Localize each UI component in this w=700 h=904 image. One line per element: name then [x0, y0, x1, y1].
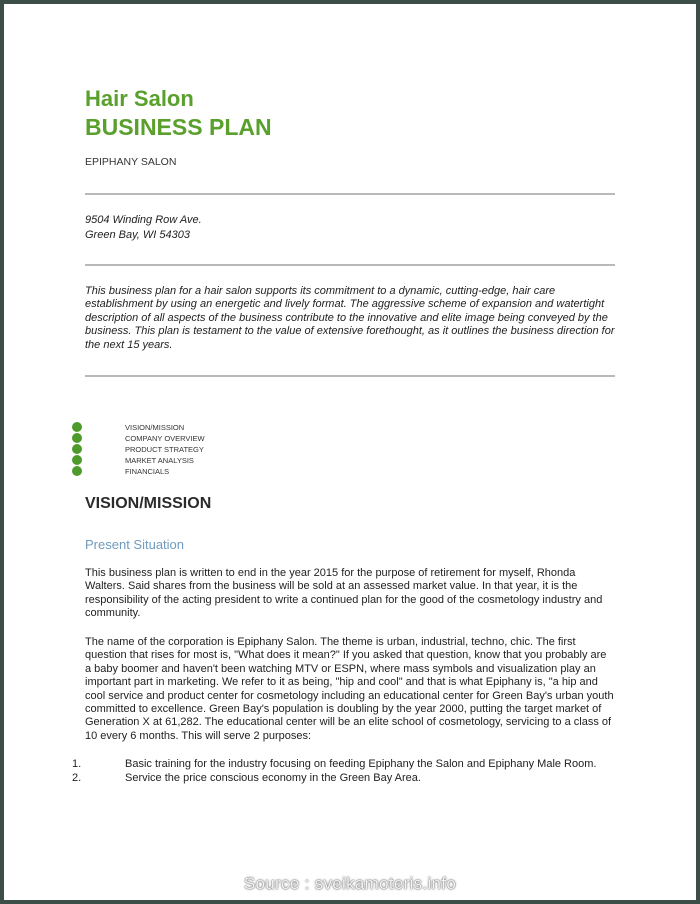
section-subheading: Present Situation: [85, 537, 185, 552]
toc-label: PRODUCT STRATEGY: [125, 445, 204, 454]
divider-2: [85, 264, 615, 266]
company-name: EPIPHANY SALON: [85, 156, 177, 168]
list-number: 2.: [72, 771, 82, 784]
list-text: Basic training for the industry focusing on feeding Epiphany the Salon and Epiphany Male Room.: [125, 758, 597, 770]
toc-label: COMPANY OVERVIEW: [125, 434, 205, 443]
title-business-plan: BUSINESS PLAN: [85, 114, 272, 140]
section-heading: VISION/MISSION: [85, 495, 212, 512]
address-line-1: 9504 Winding Row Ave.: [85, 214, 202, 226]
list-number: 1.: [72, 758, 82, 770]
bullet-circle-icon: [72, 466, 82, 476]
toc-label: MARKET ANALYSIS: [125, 456, 194, 465]
list-item: [72, 772, 632, 786]
body-paragraph-1: This business plan is written to end in the year 2015 for the purpose of retirement for myself, Rhonda Walters. Said shares from the business will be sold at an assessed market value. In that year, it is the responsibility of the acting president to write a continued plan for the good of the cosmetology industry and community.: [85, 567, 603, 620]
address-block: [85, 213, 202, 243]
toc-label: FINANCIALS: [125, 467, 170, 476]
toc-label: VISION/MISSION: [125, 423, 185, 432]
document-page: [4, 4, 696, 900]
bullet-circle-icon: [72, 422, 82, 432]
intro-paragraph: This business plan for a hair salon supports its commitment to a dynamic, cutting-edge, hair care establishment by using an energetic and lively format. The aggressive scheme of expansion and watertight description of all aspects of the business contribute to the innovative and elite image being conveyed by the business. This plan is testament to the value of extensive forethought, as it outlines the business direction for the next 15 years.: [85, 285, 615, 351]
source-watermark: Source : sveikamoteris.info: [243, 874, 457, 893]
divider-3: [85, 375, 615, 377]
title-hair-salon: Hair Salon: [85, 86, 194, 111]
bullet-circle-icon: [72, 433, 82, 443]
body-paragraph-2: The name of the corporation is Epiphany Salon. The theme is urban, industrial, techno, chic. The first question that rises for most is, "What does it mean?" If you asked that question, know that you probably are a baby boomer and haven't been watching MTV or ESPN, where mass symbols and visualization play an important part in marketing. We refer to it as being, "hip and cool" and that is what Epiphany is, "a hip and cool service and product center for cosmetology including an educational center for Green Bay's urban youth committed to excellence. Green Bay's population is doubling by the year 2000, putting the target market of Generation X at 61,282. The educational center will be an elite school of cosmetology, servicing to a class of 10 every 6 months. This will serve 2 purposes:: [85, 636, 614, 742]
bullet-circle-icon: [72, 444, 82, 454]
list-item: [72, 758, 632, 772]
divider-1: [85, 193, 615, 195]
address-line-2: Green Bay, WI 54303: [85, 229, 190, 241]
list-text: Service the price conscious economy in the Green Bay Area.: [125, 771, 421, 784]
numbered-list: [72, 758, 632, 785]
bullet-circle-icon: [72, 455, 82, 465]
